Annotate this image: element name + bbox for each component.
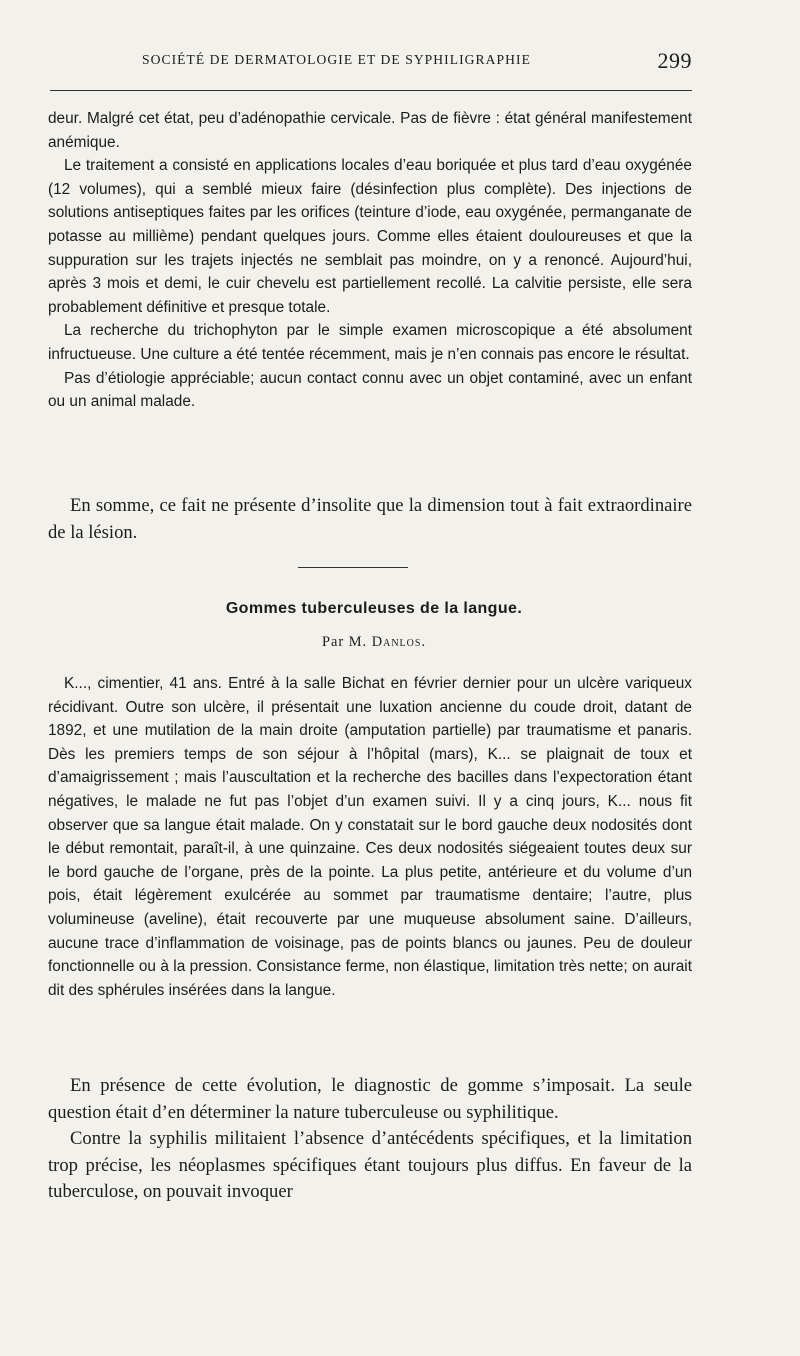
- paragraph: Le traitement a consisté en applications locales d’eau boriquée et plus tard d’eau oxygénée (12 volumes), qui a semblé mieux faire (désinfection plus complète). Des injections de solutions antiseptiques faites par les orifices (teinture d’iode, eau oxygénée, permanganate de potasse au millième) pendant quelques jours. Comme elles étaient douloureuses et que la suppuration sur les trajets injectés ne semblait pas moindre, on y a renoncé. Aujourd’hui, après 3 mois et demi, le cuir chevelu est partiellement recollé. La calvitie persiste, elle sera probablement définitive et presque totale.: [48, 157, 692, 316]
- author-prefix: Par M.: [321, 634, 372, 650]
- book-page: [36, 0, 696, 1356]
- running-header: [36, 48, 692, 78]
- paragraph: La recherche du trichophyton par le simple examen microscopique a été absolument infructueuse. Une culture a été tentée récemment, mais je n’en connais pas encore le résultat.: [48, 322, 692, 363]
- page-number: 299: [657, 48, 692, 73]
- discussion: [48, 1073, 692, 1206]
- paragraph: Contre la syphilis militaient l’absence d’antécédents spécifiques, et la limitation trop précise, les néoplasmes spécifiques étant toujours plus diffus. En faveur de la tuberculose, on pouvait invoquer: [48, 1128, 692, 1203]
- paragraph: En présence de cette évolution, le diagnostic de gomme s’imposait. La seule question était d’en déterminer la nature tuberculeuse ou syphilitique.: [48, 1075, 692, 1123]
- paragraph: deur. Malgré cet état, peu d’adénopathie cervicale. Pas de fièvre : état général manifestement anémique.: [48, 110, 692, 151]
- case-report: [48, 672, 692, 1002]
- case-continuation: [48, 107, 692, 414]
- conclusion-paragraph: En somme, ce fait ne présente d’insolite que la dimension tout à fait extraordinaire de la lésion.: [48, 495, 692, 543]
- paragraph: K..., cimentier, 41 ans. Entré à la salle Bichat en février dernier pour un ulcère variqueux récidivant. Outre son ulcère, il présentait une luxation ancienne du coude droit, datant de 1892, et une mutilation de la main droite (amputation partielle) par traumatisme et panaris. Dès les premiers temps de son séjour à l’hôpital (mars), K... se plaignait de toux et d’amaigrissement ; mais l’auscultation et la recherche des bacilles dans l’expectoration étant négatives, le malade ne fut pas l’objet d’un examen suivi. Il y a cinq jours, K... nous fit observer que sa langue était malade. On y constatait sur le bord gauche deux nodosités dont le début remontait, paraît-il, à une quinzaine. Ces deux nodosités siégeaient toutes deux sur le bord gauche de l’organe, près de la pointe. La plus petite, antérieure et du volume d’un pois, était légèrement exulcérée au sommet par traumatisme dentaire; l’autre, plus volumineuse (aveline), était recouverte par une muqueuse absolument saine. D’ailleurs, aucune trace d’inflammation de voisinage, pas de points blancs ou jaunes. Peu de douleur fonctionnelle ou à la pression. Consistance ferme, non élastique, limitation très nette; on aurait dit des sphérules insérées dans la langue.: [48, 675, 692, 999]
- running-title: SOCIÉTÉ DE DERMATOLOGIE ET DE SYPHILIGRAPHIE: [142, 52, 531, 67]
- author-line: [36, 634, 712, 651]
- header-rule: [50, 90, 692, 91]
- author-name: Danlos.: [371, 634, 427, 650]
- case-conclusion: [48, 493, 692, 546]
- paragraph: Pas d’étiologie appréciable; aucun contact connu avec un objet contaminé, avec un enfant ou un animal malade.: [48, 369, 692, 411]
- section-separator: [298, 567, 408, 568]
- section-title: Gommes tuberculeuses de la langue.: [225, 600, 523, 617]
